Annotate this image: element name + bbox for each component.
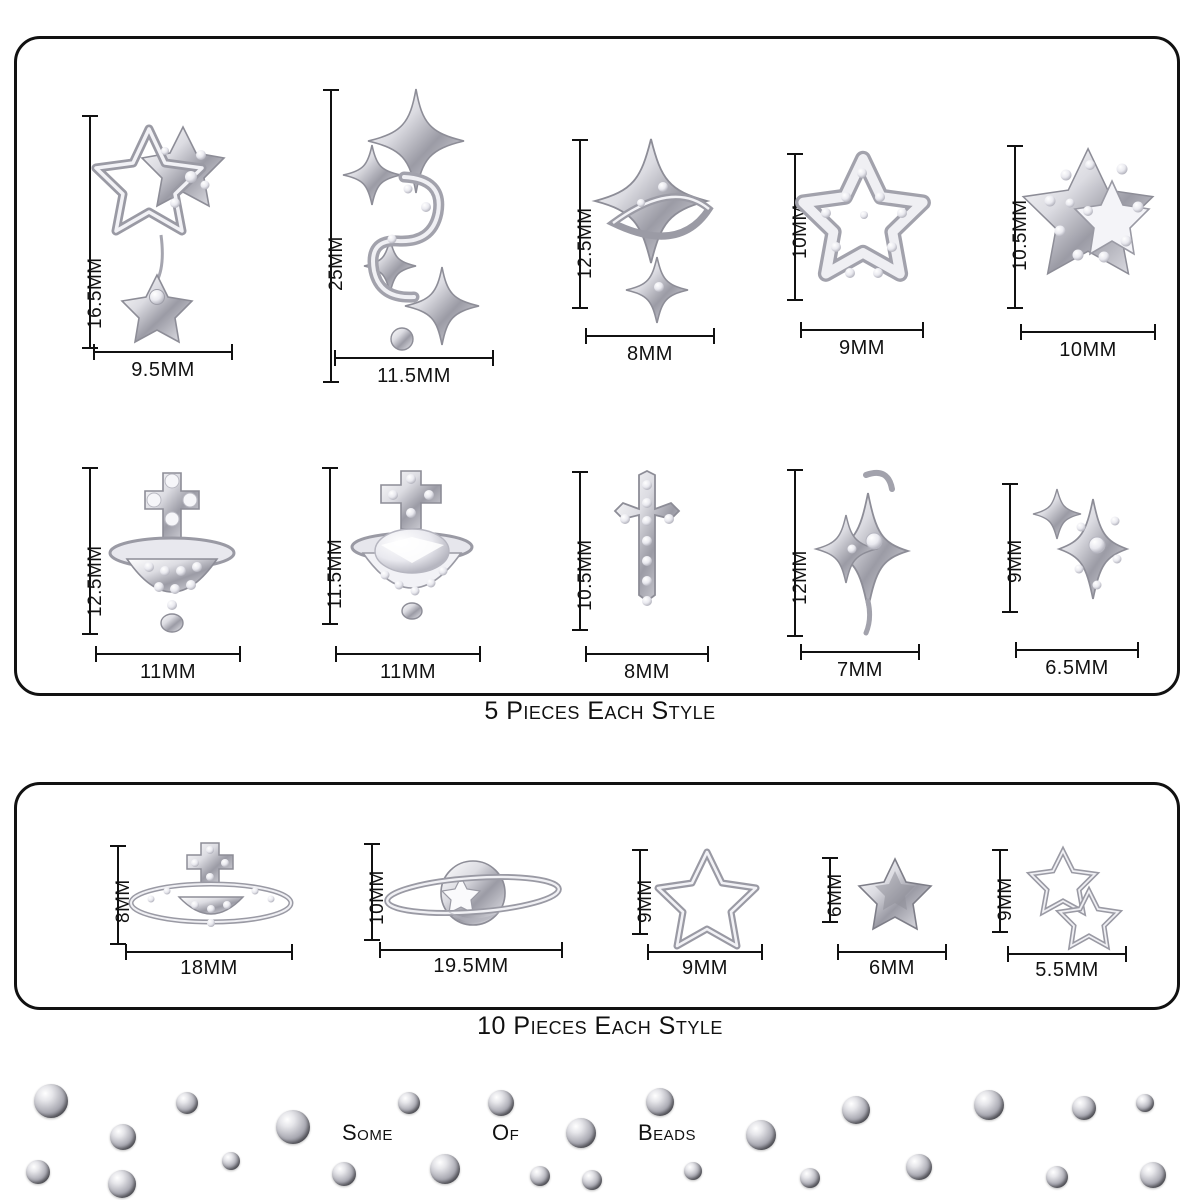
- item-planet-star-charm: [557, 129, 732, 365]
- item-wide-planet-charm: [347, 823, 597, 978]
- bead: [800, 1168, 820, 1188]
- wide-orb-icon: [127, 841, 295, 946]
- height-label: 25MM: [326, 236, 347, 291]
- height-label: 16.5MM: [85, 257, 106, 329]
- bead: [26, 1160, 50, 1184]
- bead: [1072, 1096, 1096, 1120]
- width-label: 9MM: [682, 957, 728, 979]
- width-label: 11.5MM: [377, 365, 451, 387]
- panel-b-caption: 10 Pieces Each Style: [477, 1012, 723, 1040]
- open-star-icon: [657, 849, 757, 939]
- double-sparkle-icon: [346, 89, 486, 379]
- item-solid-star: [807, 835, 967, 979]
- solid-star-icon: [859, 857, 931, 925]
- height-label: 10MM: [790, 204, 811, 259]
- item-layered-rhinestone-star: [992, 131, 1177, 361]
- twin-star-icon: [1033, 849, 1119, 935]
- width-label: 9.5MM: [131, 359, 195, 381]
- width-label: 10MM: [1059, 339, 1117, 361]
- height-label: 9MM: [995, 877, 1016, 921]
- item-pearl-orb-cross-charm: [67, 447, 262, 683]
- width-dimension-line: [125, 951, 293, 953]
- bead: [530, 1166, 550, 1186]
- width-label: 11MM: [139, 661, 197, 683]
- width-dimension-line: [800, 651, 920, 653]
- layered-star-icon: [1026, 145, 1158, 305]
- bead: [176, 1092, 198, 1114]
- width-label: 18MM: [180, 957, 238, 979]
- height-label: 9MM: [635, 879, 656, 923]
- width-dimension-line: [95, 653, 241, 655]
- width-label: 7MM: [837, 659, 883, 681]
- height-label: 10MM: [367, 870, 388, 925]
- item-four-point-star-charm: [772, 447, 947, 681]
- four-point-star-icon: [812, 469, 912, 637]
- planet-star-icon: [593, 139, 723, 319]
- height-label: 6MM: [825, 873, 846, 917]
- width-label: 9MM: [839, 337, 885, 359]
- width-label: 6MM: [869, 957, 915, 979]
- width-label: 6.5MM: [1045, 657, 1109, 679]
- bead: [222, 1152, 240, 1170]
- bead: [746, 1120, 776, 1150]
- bead: [1046, 1166, 1068, 1188]
- item-small-sparkle-charm: [987, 457, 1162, 677]
- wide-planet-icon: [383, 849, 563, 945]
- bead: [108, 1170, 136, 1198]
- width-dimension-line: [379, 949, 563, 951]
- bead: [430, 1154, 460, 1184]
- height-label: 10.5MM: [1010, 199, 1031, 271]
- hollow-star-icon: [806, 155, 926, 300]
- item-star-charm-with-dangle: [67, 79, 252, 379]
- item-twin-star-charm: [977, 833, 1142, 981]
- orb-pearl-cross-icon: [101, 467, 243, 635]
- bead: [974, 1090, 1004, 1120]
- width-dimension-line: [1007, 953, 1127, 955]
- height-label: 11.5MM: [325, 538, 346, 609]
- bead: [582, 1170, 602, 1190]
- bead: [488, 1090, 514, 1116]
- beads-word-beads: Beads: [638, 1120, 697, 1145]
- bead: [110, 1124, 136, 1150]
- bead: [684, 1162, 702, 1180]
- star-outline-dangle-icon: [105, 115, 235, 345]
- width-dimension-line: [837, 951, 947, 953]
- bead: [646, 1088, 674, 1116]
- bead: [398, 1092, 420, 1114]
- bead: [906, 1154, 932, 1180]
- height-label: 9MM: [1005, 539, 1026, 583]
- width-dimension-line: [1020, 331, 1156, 333]
- bead: [276, 1110, 310, 1144]
- cross-icon: [599, 471, 695, 631]
- item-wide-orb-charm: [97, 825, 337, 979]
- small-sparkle-icon: [1031, 483, 1141, 613]
- width-label: 8MM: [624, 661, 670, 683]
- height-label: 12.5MM: [85, 545, 106, 617]
- orb-crystal-cross-icon: [341, 467, 483, 625]
- width-label: 11MM: [379, 661, 437, 683]
- bead: [332, 1162, 356, 1186]
- width-dimension-line: [585, 335, 715, 337]
- beads-row: [0, 1070, 1200, 1200]
- width-label: 8MM: [627, 343, 673, 365]
- beads-word-of: Of: [492, 1120, 520, 1145]
- panel-a-caption: 5 Pieces Each Style: [484, 697, 716, 725]
- width-label: 19.5MM: [433, 955, 509, 977]
- width-dimension-line: [93, 351, 233, 353]
- beads-word-some: Some: [342, 1120, 393, 1145]
- width-dimension-line: [647, 951, 763, 953]
- item-double-sparkle-charm: [302, 61, 517, 391]
- height-label: 12.5MM: [575, 207, 596, 279]
- height-label: 10.5MM: [575, 539, 596, 611]
- bead: [34, 1084, 68, 1118]
- bead: [842, 1096, 870, 1124]
- bead: [1136, 1094, 1154, 1112]
- width-label: 5.5MM: [1035, 959, 1099, 981]
- panel-five-pieces: [14, 36, 1180, 696]
- width-dimension-line: [1015, 649, 1139, 651]
- height-label: 12MM: [790, 550, 811, 605]
- panel-ten-pieces: [14, 782, 1180, 1010]
- height-label: 8MM: [113, 879, 134, 923]
- item-hollow-rhinestone-star: [772, 139, 947, 359]
- width-dimension-line: [585, 653, 709, 655]
- width-dimension-line: [800, 329, 924, 331]
- width-dimension-line: [335, 653, 481, 655]
- item-crystal-orb-cross-charm: [307, 449, 502, 683]
- bead: [1140, 1162, 1166, 1188]
- item-open-star-outline: [617, 835, 777, 979]
- item-rhinestone-cross-charm: [557, 451, 732, 683]
- bead: [566, 1118, 596, 1148]
